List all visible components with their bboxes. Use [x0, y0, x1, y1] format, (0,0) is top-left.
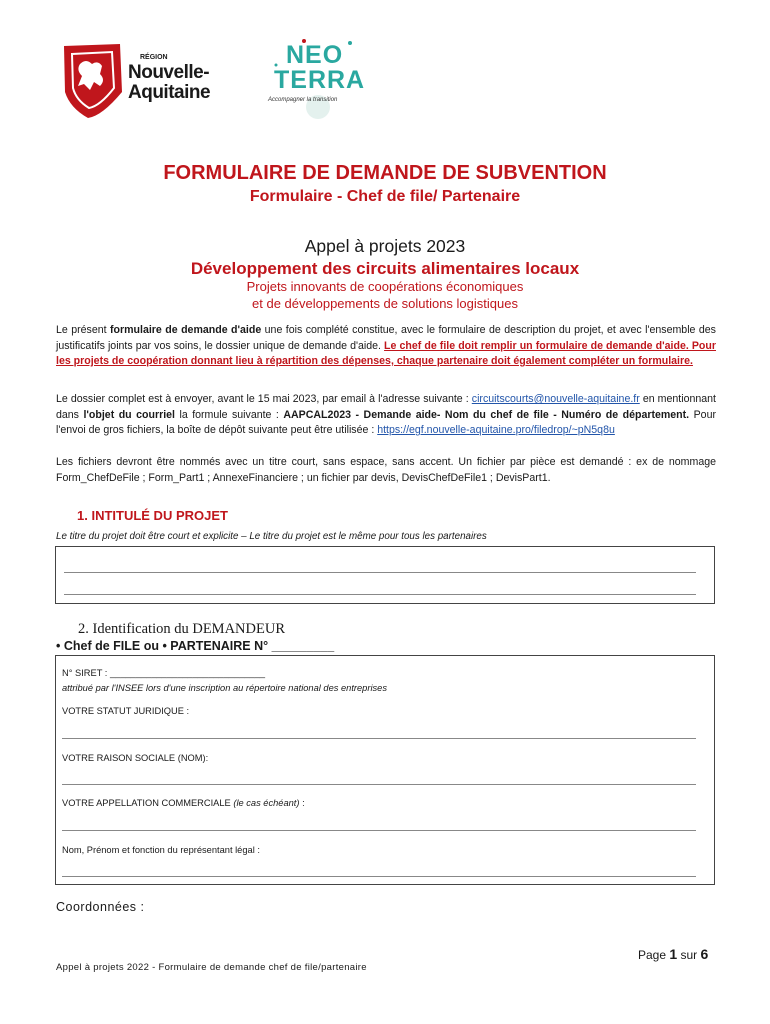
trade-name-field[interactable] [62, 830, 696, 831]
intro-bold-text: l'objet du courriel [83, 408, 175, 421]
call-description-line1: Projets innovants de coopérations économiques [246, 279, 524, 294]
legal-status-label: VOTRE STATUT JURIDIQUE : [62, 706, 190, 716]
intro-paragraph-3: Les fichiers devront être nommés avec un titre court, sans espace, sans accent. Un fichier par pièce est demandé : ex de nommage Form_ChefDeFile ; Form_Part1 ; AnnexeFinanciere ; un fichier par devis, DevisChefDeFile1 ; DevisPart1. [56, 456, 716, 484]
company-name-field[interactable] [62, 784, 696, 785]
trade-name-label [62, 798, 305, 808]
section-1-note: Le titre du projet doit être court et explicite – Le titre du projet est le même pour tous les partenaires [56, 531, 487, 542]
intro-text: Le dossier complet est à envoyer, avant le 15 mai 2023, par email à l'adresse suivante : [56, 393, 472, 405]
contact-details-label: Coordonnées : [56, 900, 145, 914]
project-title-box[interactable] [55, 546, 715, 604]
siret-note: attribué par l'INSEE lors d'une inscription au répertoire national des entreprises [62, 683, 387, 693]
siret-label[interactable]: N° SIRET : ______________________________ [62, 668, 266, 678]
intro-text: Le présent [56, 324, 111, 336]
region-nouvelle-aquitaine-logo [62, 42, 228, 120]
neo-text: NEO [286, 41, 344, 69]
page-footer: Appel à projets 2022 - Formulaire de demande chef de file/partenaire [56, 962, 367, 973]
neo-terra-tagline: Accompagner la transition [268, 97, 338, 103]
form-subtitle: Formulaire - Chef de file/ Partenaire [249, 188, 521, 205]
intro-text: une fois complété constitue, avec le formulaire de description du projet, et avec l'ensemble des justificatifs joints par vos soins, le dossier unique de demande d'aide. [56, 324, 716, 352]
intro-paragraph-2 [56, 392, 716, 439]
legal-status-field[interactable] [62, 738, 696, 739]
applicant-identification-box [55, 655, 715, 885]
filedrop-link[interactable]: https://egf.nouvelle-aquitaine.pro/filedrop/~pN5q8u [377, 424, 615, 436]
page-number [638, 946, 708, 962]
intro-text: la formule suivante : [174, 408, 284, 421]
call-for-projects: Appel à projets 2023 [304, 236, 466, 256]
section-2-heading: 2. Identification du DEMANDEUR [78, 621, 285, 637]
legal-representative-field[interactable] [62, 876, 696, 877]
project-title-line-2[interactable] [64, 594, 696, 595]
page-prefix: Page [638, 948, 670, 962]
legal-representative-label: Nom, Prénom et fonction du représentant légal : [62, 845, 260, 855]
intro-text: en mentionnant dans [56, 393, 716, 421]
trade-name-colon: : [299, 798, 305, 808]
page-mid: sur [677, 948, 701, 962]
intro-red-instruction: Le chef de file doit remplir un formulaire de demande d'aide. Pour les projets de coopération donnant lieu à répartition des dépenses, chaque partenaire doit également compléter un formulaire. [56, 339, 716, 367]
company-name-label: VOTRE RAISON SOCIALE (NOM): [62, 753, 209, 763]
page-current: 1 [669, 946, 678, 962]
neo-terra-logo [264, 35, 374, 121]
call-description-line2: et de développements de solutions logistiques [252, 296, 518, 311]
intro-paragraph-1 [56, 323, 716, 370]
terra-text: TERRA [274, 66, 366, 94]
form-title: FORMULAIRE DE DEMANDE DE SUBVENTION [163, 162, 607, 184]
intro-bold-text: formulaire de demande d'aide [110, 324, 262, 336]
call-description [0, 278, 770, 312]
project-title-line-1[interactable] [64, 572, 696, 573]
section-1-heading: 1. INTITULÉ DU PROJET [77, 508, 228, 523]
region-name-line2: Aquitaine [128, 82, 211, 103]
section-2-subheading: • Chef de FILE ou • PARTENAIRE N° _________ [56, 639, 335, 653]
trade-name-text: VOTRE APPELLATION COMMERCIALE [62, 798, 234, 808]
call-theme: Développement des circuits alimentaires locaux [190, 259, 580, 278]
page-total: 6 [700, 946, 709, 962]
region-name-line1: Nouvelle- [128, 62, 210, 83]
email-link[interactable]: circuitscourts@nouvelle-aquitaine.fr [471, 393, 640, 405]
intro-bold-text: AAPCAL2023 - Demande aide- Nom du chef de file - Numéro de département. [283, 408, 690, 421]
trade-name-note: (le cas échéant) [233, 798, 300, 808]
region-small-label: RÉGION [140, 54, 168, 61]
intro-text: Pour l'envoi de gros fichiers, la boîte de dépôt suivante peut être utilisée : [56, 408, 716, 436]
